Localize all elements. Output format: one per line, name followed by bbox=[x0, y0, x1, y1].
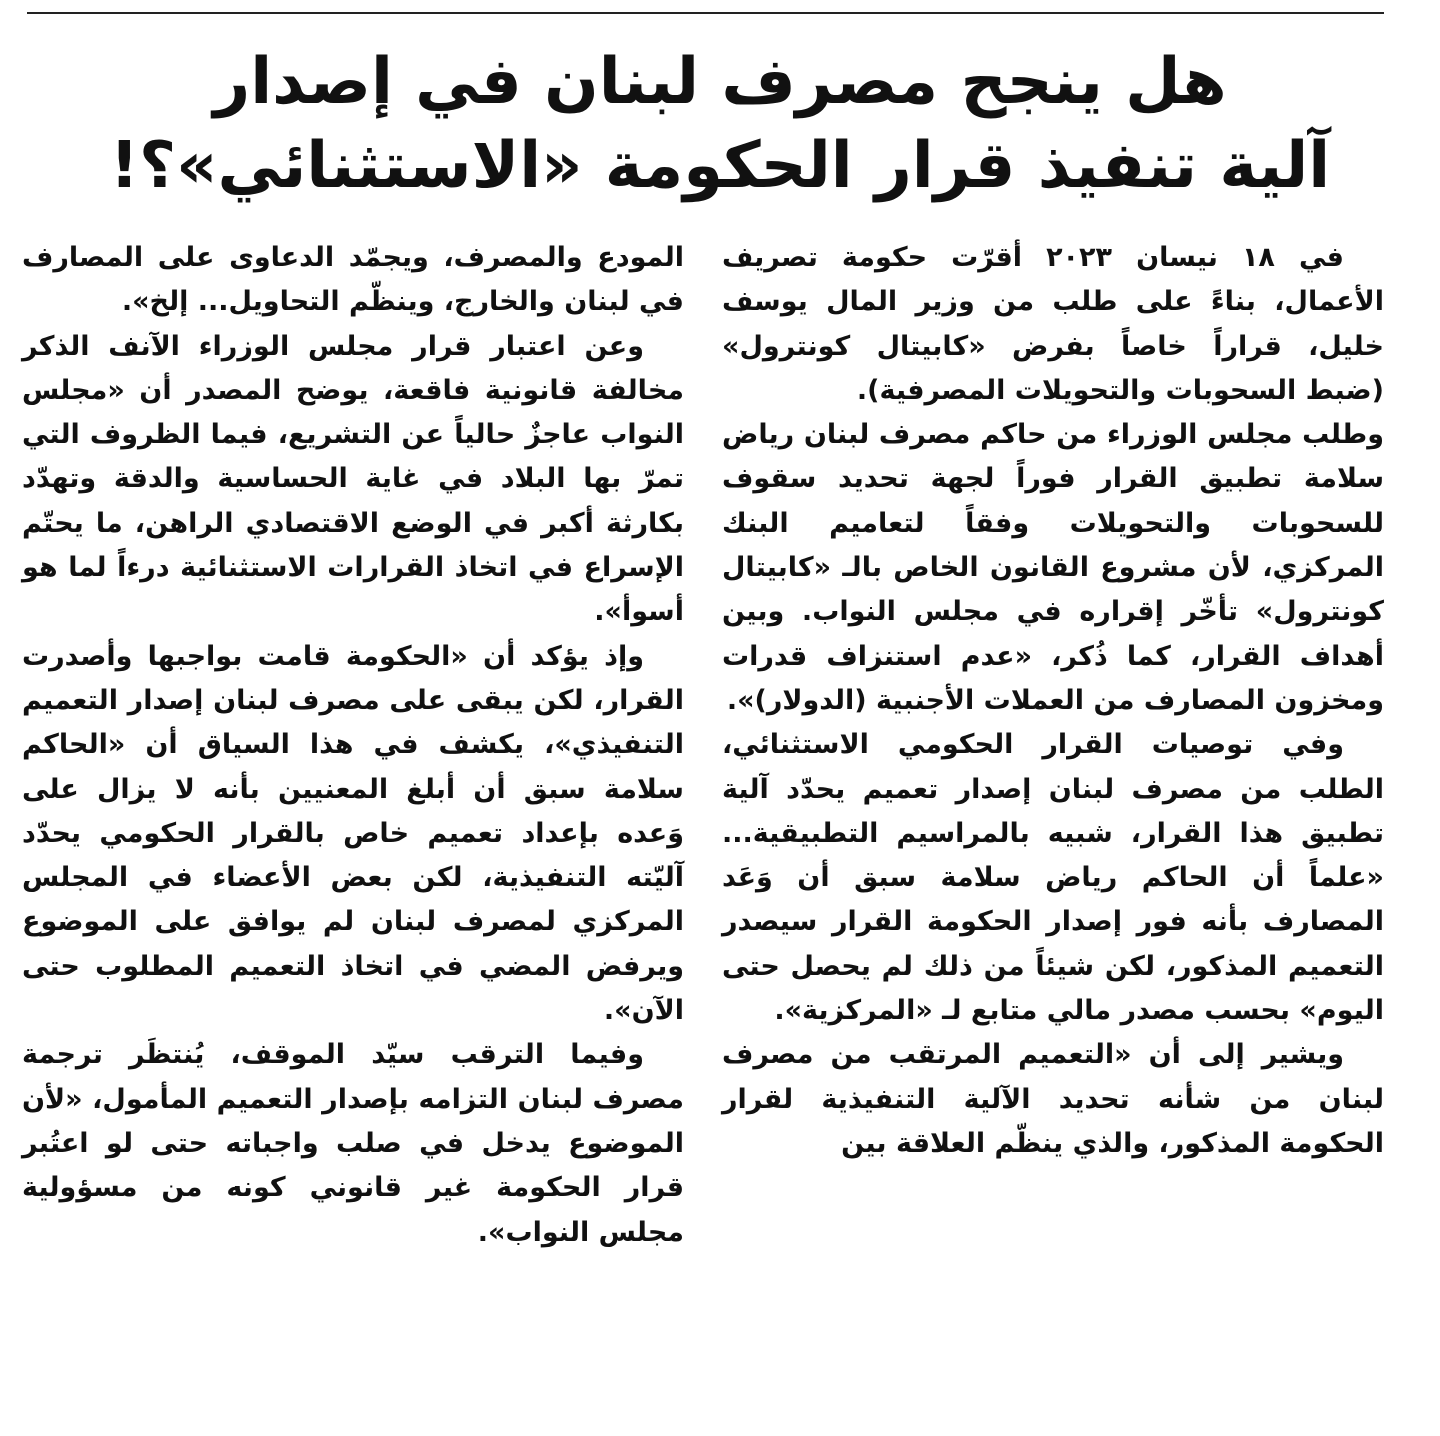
article-column-right bbox=[722, 236, 1384, 1166]
paragraph: وإذ يؤكد أن «الحكومة قامت بواجبها وأصدرت القرار، لكن يبقى على مصرف لبنان إصدار التعميم التنفيذي»، يكشف في هذا السياق أن «الحاكم سلامة سبق أن أبلغ المعنيين بأنه لا يزال على وَعده بإعداد تعميم خاص بالقرار الحكومي يحدّد آليّته التنفيذية، لكن بعض الأعضاء في المجلس المركزي لمصرف لبنان لم يوافق على الموضوع ويرفض المضي في اتخاذ التعميم المطلوب حتى الآن». bbox=[22, 640, 684, 1027]
paragraph: وفيما الترقب سيّد الموقف، يُنتظَر ترجمة مصرف لبنان التزامه بإصدار التعميم المأمول، «لأن الموضوع يدخل في صلب واجباته حتى لو اعتُبر قرار الحكومة غير قانوني كونه من مسؤولية مجلس النواب». bbox=[22, 1039, 684, 1248]
paragraph: ويشير إلى أن «التعميم المرتقب من مصرف لبنان من شأنه تحديد الآلية التنفيذية لقرار الحكومة المذكور، والذي ينظّم العلاقة بين bbox=[722, 1039, 1384, 1159]
headline-line-2: آلية تنفيذ قرار الحكومة «الاستثنائي»؟! bbox=[109, 129, 1331, 203]
paragraph: وفي توصيات القرار الحكومي الاستثنائي، الطلب من مصرف لبنان إصدار تعميم يحدّد آلية تطبيق هذا القرار، شبيه بالمراسيم التطبيقية... «علماً أن الحاكم رياض سلامة سبق أن وَعَد المصارف بأنه فور إصدار الحكومة القرار سيصدر التعميم المذكور، لكن شيئاً من ذلك لم يحصل حتى اليوم» بحسب مصدر مالي متابع لـ «المركزية». bbox=[722, 729, 1384, 1027]
top-rule bbox=[27, 12, 1384, 14]
paragraph: وطلب مجلس الوزراء من حاكم مصرف لبنان رياض سلامة تطبيق القرار فوراً لجهة تحديد سقوف للسحوبات والتحويلات وفقاً لتعاميم البنك المركزي، لأن مشروع القانون الخاص بالـ «كابيتال كونترول» تأخّر إقراره في مجلس النواب. وبين أهداف القرار، كما ذُكر، «عدم استنزاف قدرات ومخزون المصارف من العملات الأجنبية (الدولار)». bbox=[722, 419, 1384, 716]
headline bbox=[40, 40, 1400, 208]
article-column-left bbox=[22, 236, 684, 1255]
headline-line-1: هل ينجح مصرف لبنان في إصدار bbox=[213, 45, 1227, 119]
paragraph: المودع والمصرف، ويجمّد الدعاوى على المصارف في لبنان والخارج، وينظّم التحاويل... إلخ». bbox=[22, 242, 684, 318]
paragraph: في ١٨ نيسان ٢٠٢٣ أقرّت حكومة تصريف الأعمال، بناءً على طلب من وزير المال يوسف خليل، قراراً خاصاً بفرض «كابيتال كونترول» (ضبط السحوبات والتحويلات المصرفية). bbox=[722, 242, 1384, 406]
paragraph: وعن اعتبار قرار مجلس الوزراء الآنف الذكر مخالفة قانونية فاقعة، يوضح المصدر أن «مجلس النواب عاجزٌ حالياً عن التشريع، فيما الظروف التي تمرّ بها البلاد في غاية الحساسية والدقة وتهدّد بكارثة أكبر في الوضع الاقتصادي الراهن، ما يحتّم الإسراع في اتخاذ القرارات الاستثنائية درءاً لما هو أسوأ». bbox=[22, 330, 684, 628]
